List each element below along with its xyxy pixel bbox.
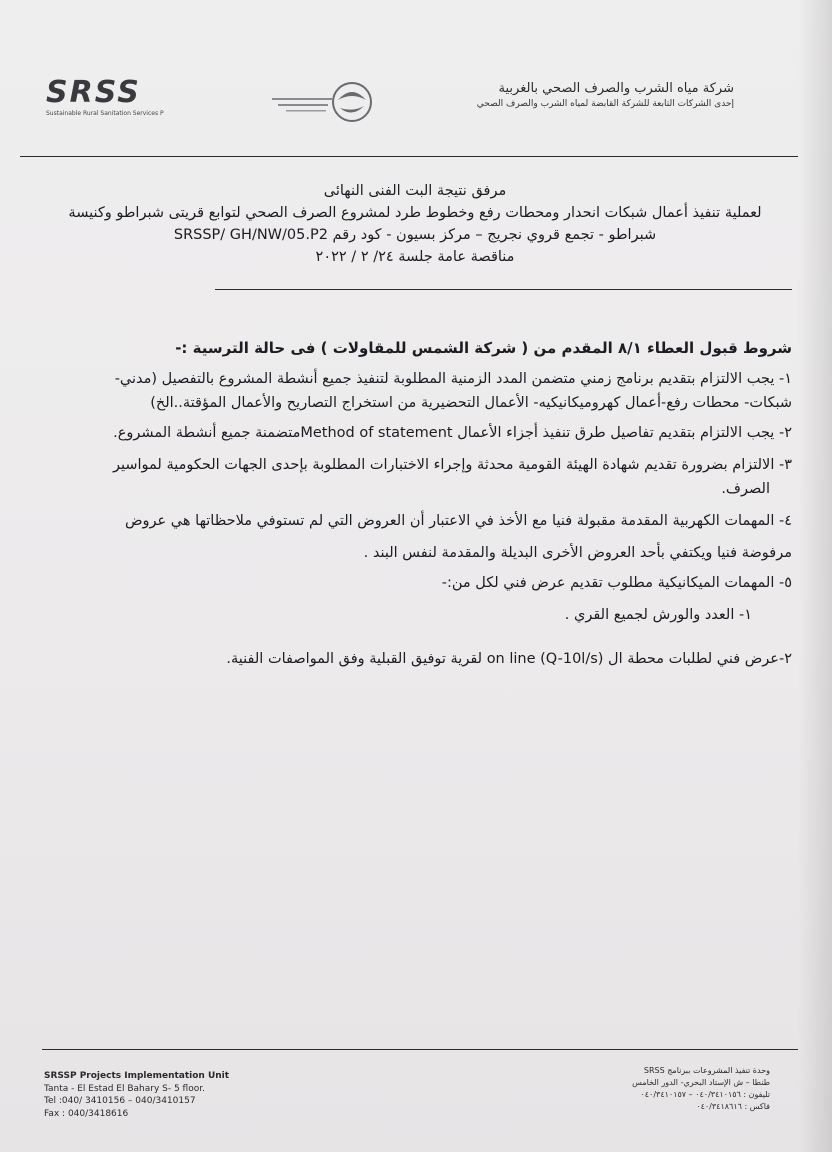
header-divider: [20, 156, 798, 157]
page-edge-shadow: [798, 0, 832, 1152]
footer-divider: [42, 1049, 798, 1050]
company-subtitle: إحدى الشركات التابعة للشركة القابضة لمياه الشرب والصرف الصحي: [476, 99, 734, 109]
emblem-icon: [268, 78, 376, 128]
srss-logo-word: SRSS: [46, 75, 141, 110]
company-heading: [414, 80, 734, 111]
item-2-english-term: Method of statement: [300, 425, 453, 441]
item-5-sub-1: ١- العدد والورش لجميع القري .: [564, 607, 752, 623]
item-5-line-1: ٥- المهمات الميكانيكية مطلوب تقديم عرض فني لكل من:-: [441, 575, 792, 591]
item-5-sub-2: [40, 647, 792, 671]
footer-ar-fax: فاكس : ٠٤٠/٣٤١٨٦١٦: [696, 1102, 770, 1111]
company-name: شركة مياه الشرب والصرف الصحي بالغربية: [498, 81, 734, 96]
item-1-line-1: ١- يجب الالتزام بتقديم برنامج زمني متضمن المدد الزمنية المطلوبة لتنفيذ جميع أنشطة المشروع بالتفصيل (مدني-: [114, 371, 792, 387]
conditions-heading: شروط قبول العطاء ٨/١ المقدم من ( شركة الشمس للمقاولات ) فى حالة الترسية :-: [175, 339, 792, 357]
document-title-block: [40, 180, 790, 268]
footer-tel: Tel :040/ 3410156 – 040/3410157: [44, 1096, 196, 1106]
title-line-4: مناقصة عامة جلسة ٢٤/ ٢ / ٢٠٢٢: [315, 249, 515, 265]
footer-contact-arabic: [560, 1065, 770, 1113]
footer-ar-unit-name: وحدة تنفيذ المشروعات ببرنامج SRSS: [643, 1066, 770, 1075]
footer-unit-name: SRSSP Projects Implementation Unit: [44, 1071, 230, 1081]
item-5-sub-2-text-a: ٢-عرض فني لطلبات محطة ال: [603, 651, 792, 667]
holding-company-emblem: [268, 78, 376, 128]
item-2-line: [40, 421, 792, 445]
title-line-2: لعملية تنفيذ أعمال شبكات انحدار ومحطات رفع وخطوط طرد لمشروع الصرف الصحي لتوابع قريتى شبراطو وكنيسة: [68, 205, 762, 221]
item-3-line-2: الصرف.: [721, 481, 770, 497]
item-5-sub-2-text-b: لقرية توفيق القبلية وفق المواصفات الفنية.: [226, 651, 487, 667]
footer-contact-english: [44, 1070, 304, 1120]
srss-logo: [46, 75, 164, 122]
item-1-line-2: شبكات- محطات رفع-أعمال كهروميكانيكيه- الأعمال التحضيرية من استخراج التصاريح والأعمال المؤقتة..الخ): [150, 395, 792, 411]
title-line-1: مرفق نتيجة البت الفنى النهائى: [323, 183, 507, 199]
item-4-line-1: ٤- المهمات الكهربية المقدمة مقبولة فنيا مع الأخذ في الاعتبار أن العروض التي لم تستوفي ملاحظاتها هي عروض: [125, 513, 792, 529]
item-2-text-a: ٢- يجب الالتزام بتقديم تفاصيل طرق تنفيذ أجزاء الأعمال: [452, 425, 792, 441]
item-4-line-2: مرفوضة فنيا ويكتفي بأحد العروض الأخرى البديلة والمقدمة لنفس البند .: [363, 545, 792, 561]
footer-fax: Fax : 040/3418616: [44, 1108, 129, 1119]
item-5-sub-2-english-term: on line (Q-10l/s): [486, 651, 604, 667]
footer-ar-address: طنطا – ش الإستاد البحري- الدور الخامس: [632, 1078, 770, 1087]
footer-ar-tel: تليفون : ٠٤٠/٣٤١٠١٥٦ – ٠٤٠/٣٤١٠١٥٧: [640, 1090, 770, 1099]
footer-address: Tanta - El Estad El Bahary S- 5 floor.: [44, 1083, 205, 1094]
title-divider: [215, 289, 792, 290]
conditions-body: [40, 335, 792, 671]
item-3-line-1: ٣- الالتزام بضرورة تقديم شهادة الهيئة القومية محدثة وإجراء الاختبارات المطلوبة بإحدى الجهات الحكومية لمواسير: [112, 457, 792, 473]
item-2-text-b: متضمنة جميع أنشطة المشروع.: [113, 425, 301, 441]
title-line-3: شبراطو - تجمع قروي نجريج – مركز بسيون - كود رقم SRSSP/ GH/NW/05.P2: [173, 227, 657, 243]
srss-logo-subtitle: Sustainable Rural Sanitation Services P: [46, 110, 164, 117]
